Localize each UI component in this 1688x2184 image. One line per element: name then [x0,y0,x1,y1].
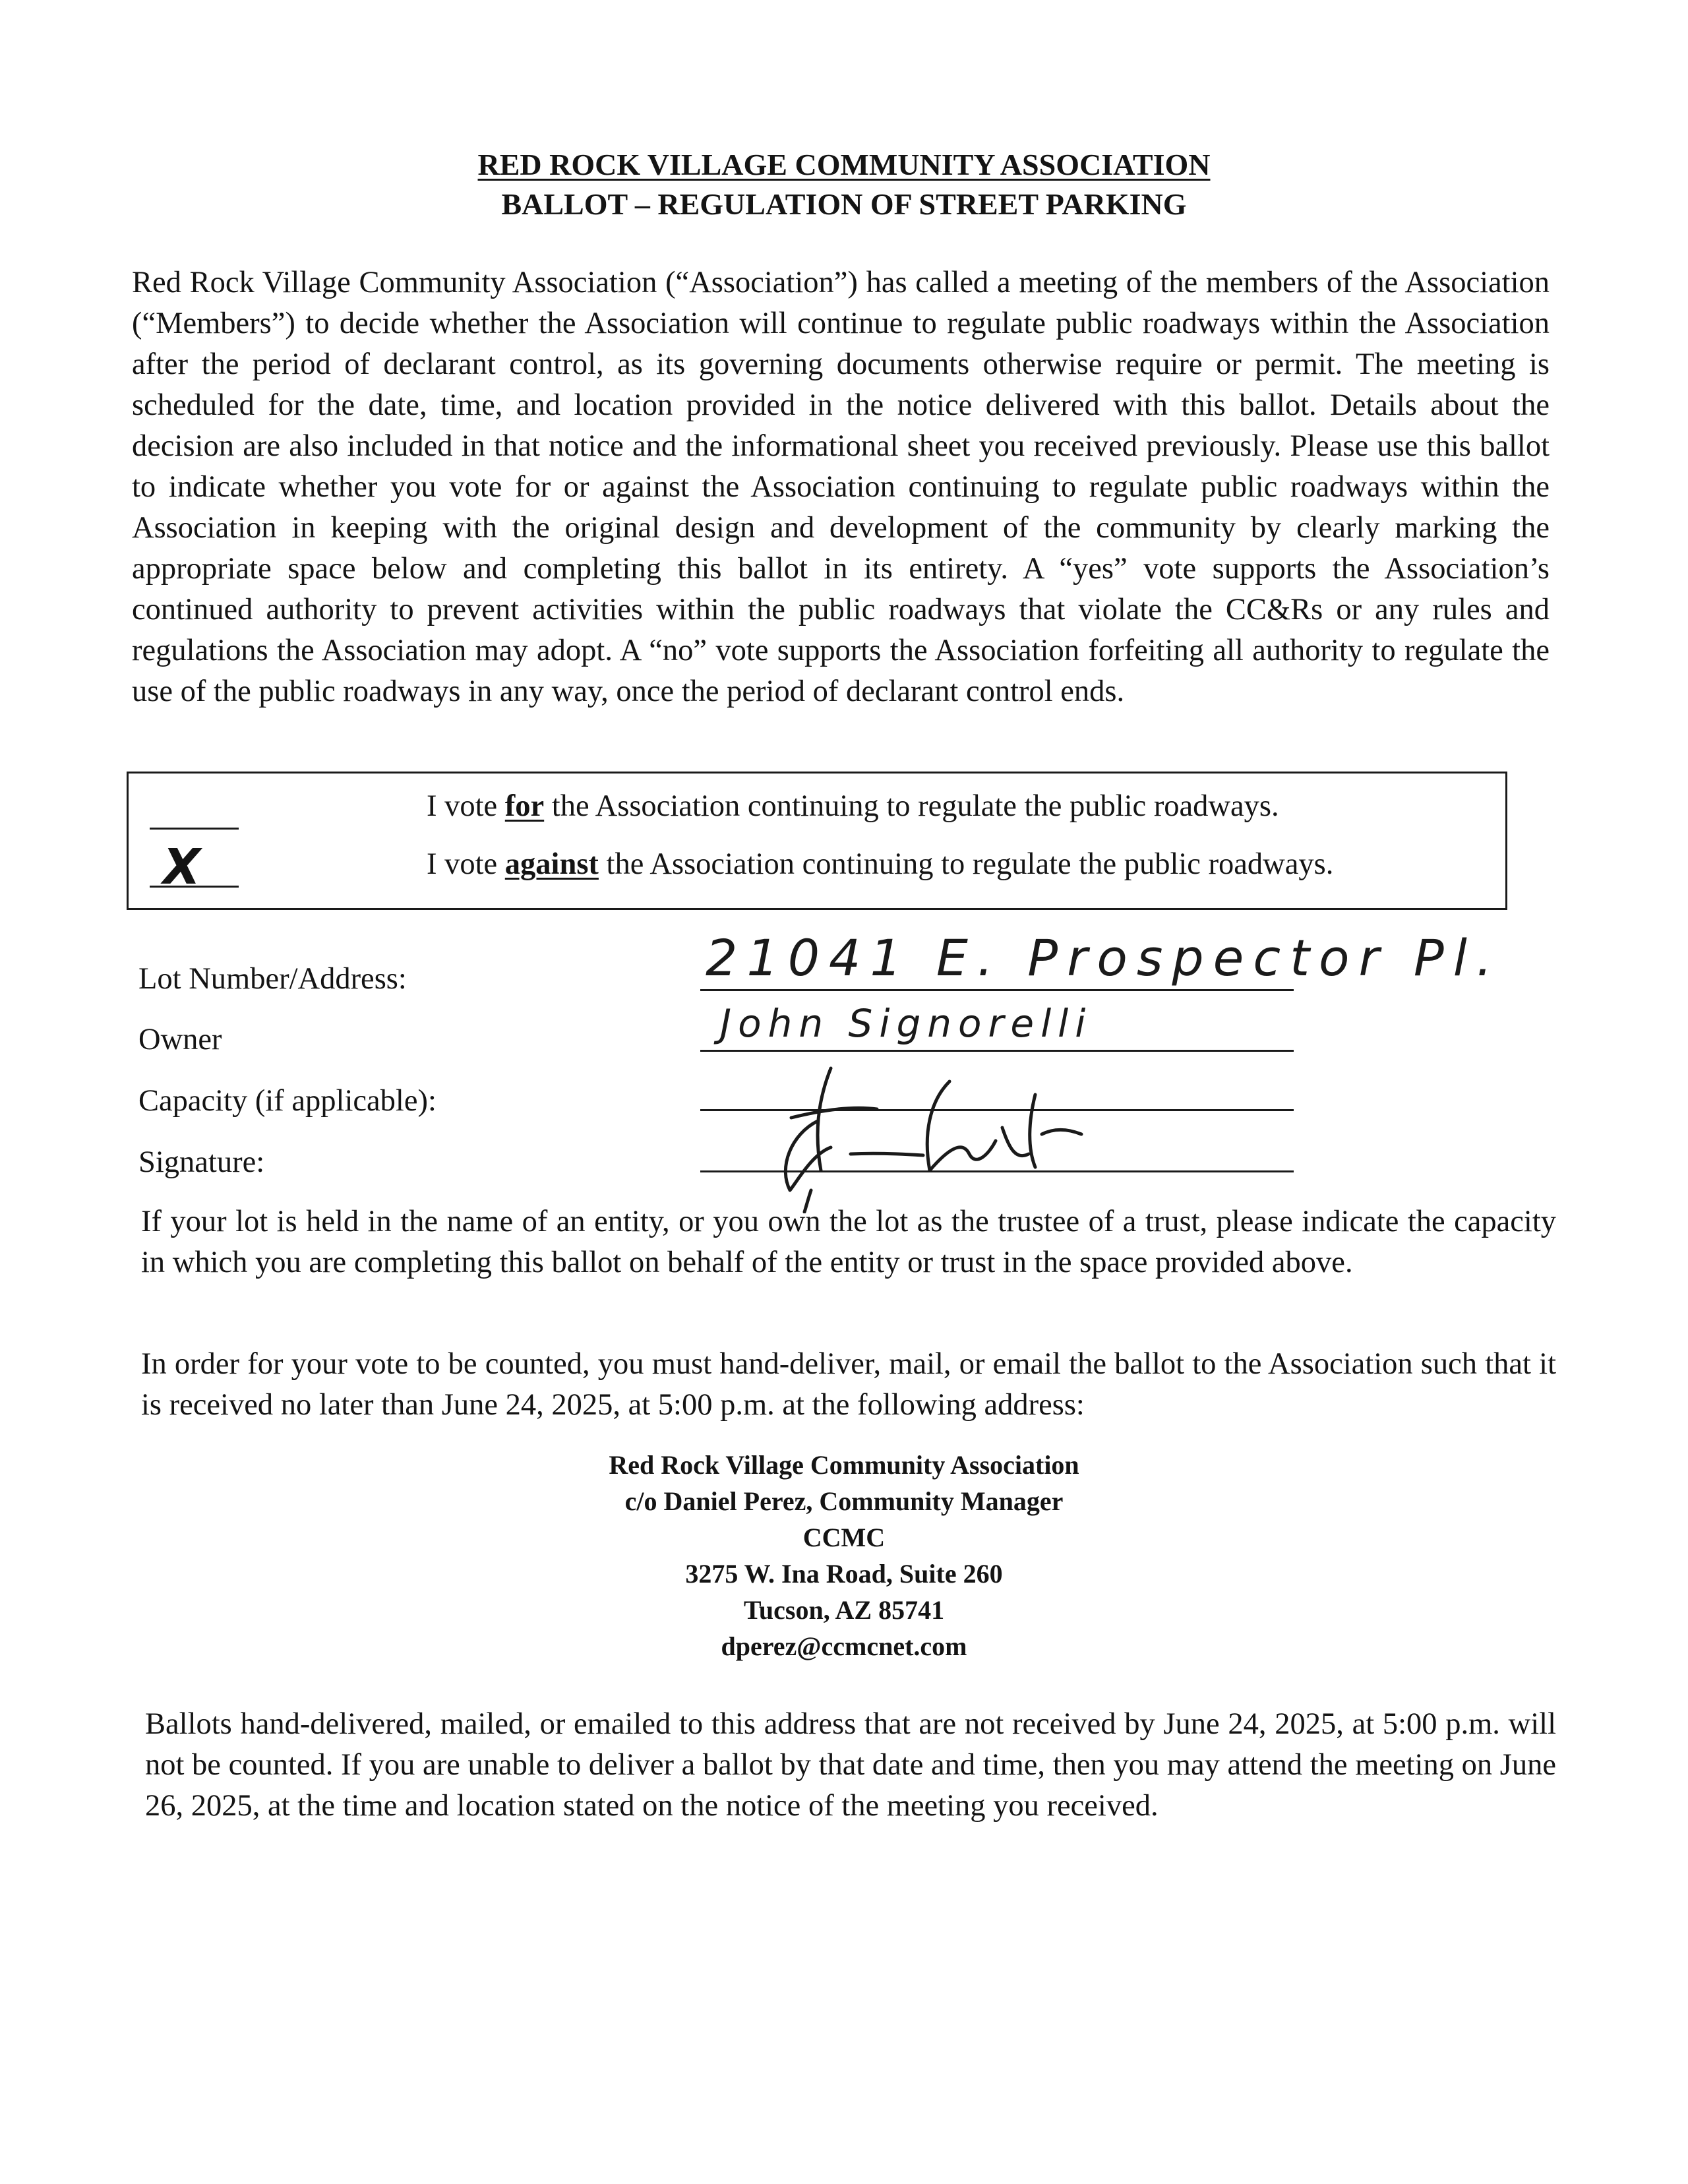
vote-for-label [427,787,1279,826]
capacity-label: Capacity (if applicable): [138,1084,437,1118]
vote-option-for[interactable] [129,784,1505,837]
vote-against-suffix: the Association continuing to regulate the public roadways. [598,847,1334,881]
address-line-association: Red Rock Village Community Association [609,1450,1079,1480]
vote-for-suffix: the Association continuing to regulate the public roadways. [544,789,1279,823]
handwritten-signature [752,1055,1108,1213]
ballot-subtitle: BALLOT – REGULATION OF STREET PARKING [501,187,1187,221]
vote-box [127,772,1507,910]
lot-address-field[interactable] [700,989,1294,991]
address-line-street: 3275 W. Ina Road, Suite 260 [685,1559,1003,1589]
address-line-company: CCMC [802,1523,886,1552]
association-title: RED ROCK VILLAGE COMMUNITY ASSOCIATION [477,148,1211,181]
vote-against-prefix: I vote [427,847,505,881]
signature-label: Signature: [138,1145,265,1179]
lot-address-value: 21041 E. Prospector Pl. [706,928,1502,987]
deadline-instructions: In order for your vote to be counted, you must hand-deliver, mail, or email the ballot to the Association such that it is received no later than June 24, 2025, at 5:00 p.m. at the following address: [141,1347,1556,1422]
address-line-city: Tucson, AZ 85741 [743,1595,945,1625]
vote-for-emphasis: for [504,789,545,823]
capacity-instructions: If your lot is held in the name of an entity, or you own the lot as the trustee of a trust, please indicate the capacity in which you are completing this ballot on behalf of the entity or trust in the space provided above. [141,1205,1556,1279]
lot-address-label: Lot Number/Address: [138,962,407,996]
owner-value: John Signorelli [720,1001,1093,1046]
vote-against-emphasis: against [504,847,599,881]
vote-against-label [427,845,1333,884]
intro-paragraph: Red Rock Village Community Association (“Association”) has called a meeting of the members of the Association (“Members”) to decide whether the Association will continue to regulate public roadways within the Association after the period of declarant control, as its governing documents otherwise require or permit. The meeting is scheduled for the date, time, and location provided in the notice delivered with this ballot. Details about the decision are also included in that notice and the informational sheet you received previously. Please use this ballot to indicate whether you vote for or against the Association continuing to regulate public roadways within the Association in keeping with the original design and development of the community by clearly marking the appropriate space below and completing this ballot in its entirety. A “yes” vote supports the Association’s continued authority to prevent activities within the public roadways that violate the CC&Rs or any rules and regulations the Association may adopt. A “no” vote supports the Association forfeiting all authority to regulate the use of the public roadways in any way, once the period of declarant control ends. [132,266,1550,708]
owner-field[interactable] [700,1050,1294,1052]
vote-for-prefix: I vote [427,789,505,823]
vote-against-mark: X [163,839,201,895]
mailing-address [0,1447,1688,1664]
vote-option-against[interactable] [129,839,1505,895]
address-line-manager: c/o Daniel Perez, Community Manager [624,1486,1064,1516]
address-line-email[interactable]: dperez@ccmcnet.com [721,1631,967,1661]
vote-for-blank[interactable] [150,828,239,830]
late-ballot-notice: Ballots hand-delivered, mailed, or emailed to this address that are not received by June 24, 2025, at 5:00 p.m. will not be counted. If you are unable to deliver a ballot by that date and time, then you may attend the meeting on June 26, 2025, at the time and location stated on the notice of the meeting you received. [145,1707,1556,1823]
owner-label: Owner [138,1023,222,1056]
